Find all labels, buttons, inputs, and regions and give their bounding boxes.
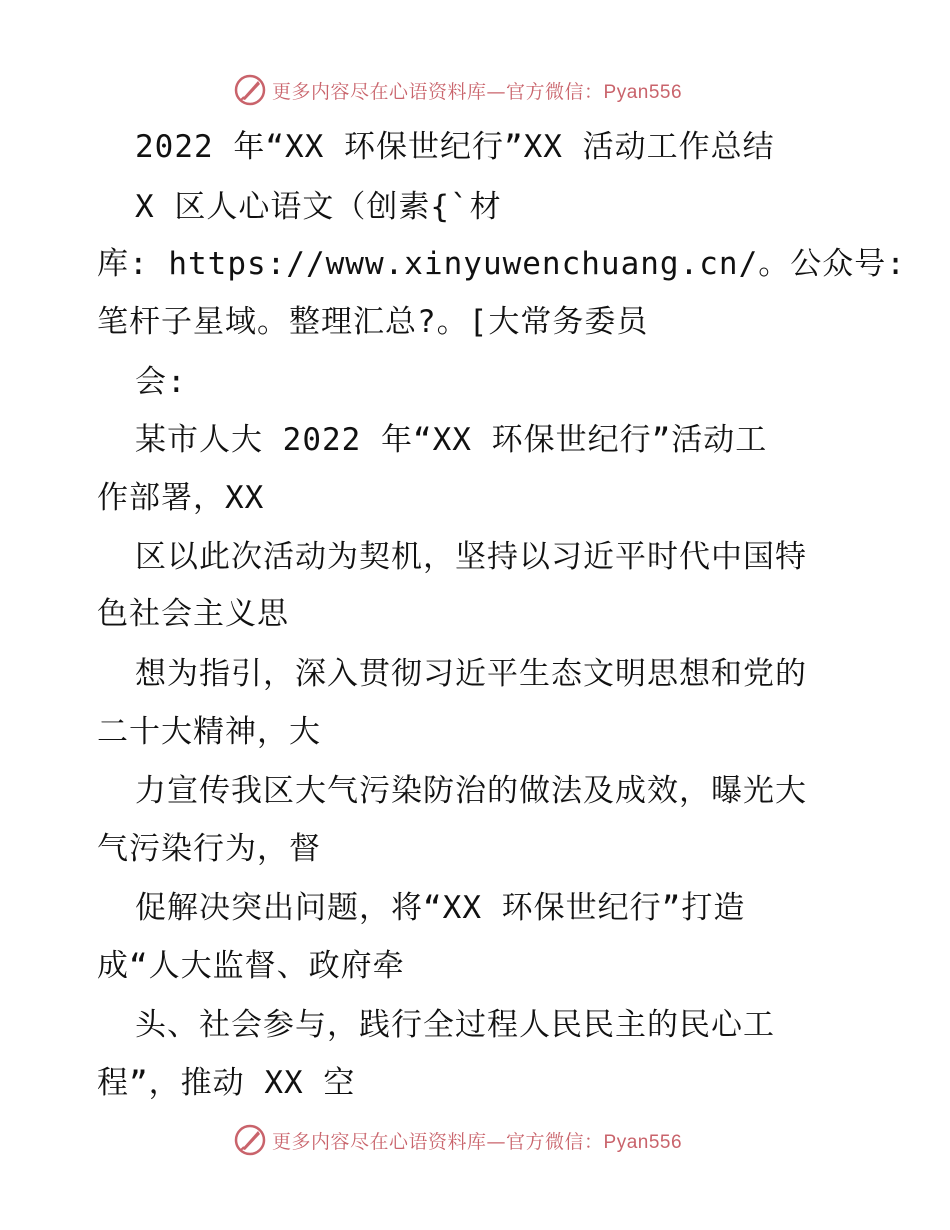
text-line: 成“人大监督、政府牵 bbox=[97, 948, 405, 984]
banner-slogan: 更多内容尽在心语资料库 bbox=[272, 80, 487, 103]
text-line: 想为指引，深入贯彻习近平生态文明思想和党的 bbox=[135, 656, 807, 692]
text-line: 区以此次活动为契机，坚持以习近平时代中国特 bbox=[135, 539, 807, 575]
banner-wechat-id: Pyan556 bbox=[603, 1131, 683, 1153]
text-line: 笔杆子星域。整理汇总?。[大常务委员 bbox=[97, 304, 649, 340]
footer-banner bbox=[232, 1120, 682, 1160]
banner-separator: — bbox=[486, 80, 507, 103]
banner-slogan: 更多内容尽在心语资料库 bbox=[272, 1130, 487, 1153]
text-line: 促解决突出问题，将“XX 环保世纪行”打造 bbox=[135, 890, 746, 926]
text-line: 会: bbox=[135, 364, 187, 400]
banner-text bbox=[272, 77, 682, 104]
text-line: 力宣传我区大气污染防治的做法及成效，曝光大 bbox=[135, 773, 807, 809]
text-line: 库: https://www.xinyuwenchuang.cn/。公众号: bbox=[97, 246, 906, 282]
banner-wechat-label: 官方微信： bbox=[506, 80, 604, 103]
text-line: X 区人心语文（创素{`材 bbox=[135, 189, 502, 225]
banner-text bbox=[272, 1127, 682, 1154]
text-line: 色社会主义思 bbox=[97, 596, 289, 632]
text-line: 作部署，XX bbox=[97, 480, 265, 516]
quill-logo-icon bbox=[232, 72, 268, 108]
text-line: 气污染行为，督 bbox=[97, 831, 321, 867]
quill-logo-icon bbox=[232, 1122, 268, 1158]
banner-separator: — bbox=[486, 1130, 507, 1153]
text-line: 程”，推动 XX 空 bbox=[97, 1065, 356, 1101]
banner-wechat-id: Pyan556 bbox=[603, 81, 683, 103]
header-banner bbox=[232, 70, 682, 110]
text-line: 头、社会参与，践行全过程人民民主的民心工 bbox=[135, 1007, 775, 1043]
banner-wechat-label: 官方微信： bbox=[506, 1130, 604, 1153]
text-line: 某市人大 2022 年“XX 环保世纪行”活动工 bbox=[135, 422, 768, 458]
text-line: 二十大精神，大 bbox=[97, 714, 321, 750]
document-title: 2022 年“XX 环保世纪行”XX 活动工作总结 bbox=[135, 129, 775, 165]
